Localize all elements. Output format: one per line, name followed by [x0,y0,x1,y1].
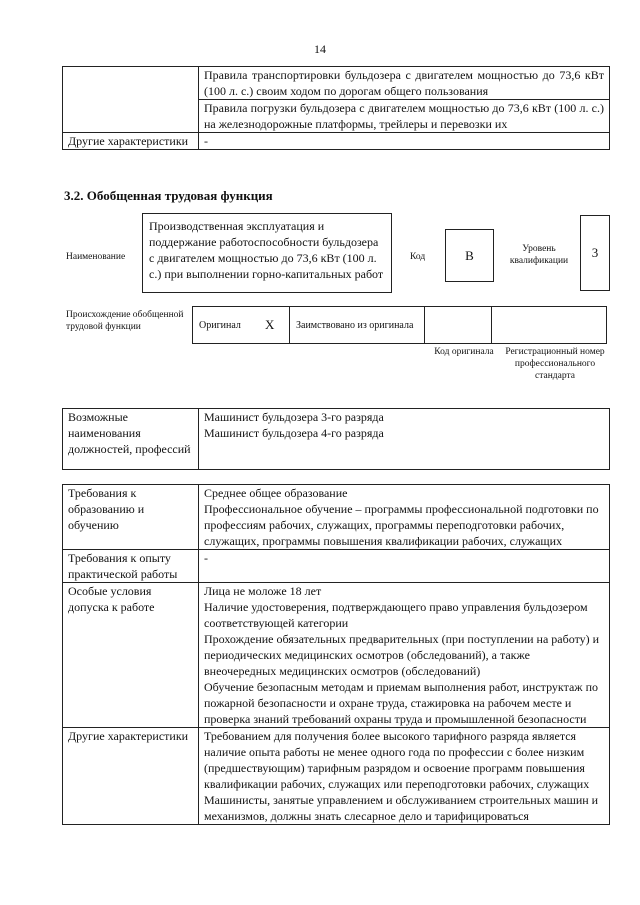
table-cell-text: Правила погрузки бульдозера с двигателем мощностью до 73,6 кВт (100 л. с.) на железнодорожные платформы, трейлеры и перевозки их [199,100,610,133]
level-label: Уровень квалификации [509,244,569,266]
requirement-line: - [204,551,208,565]
reg-number-cell [492,307,607,344]
requirement-label: Требования к опыту практической работы [63,550,199,583]
table-row [63,583,610,728]
top-table [62,66,610,150]
requirement-line: Наличие удостоверения, подтверждающего право управления бульдозером соответствующей категории [204,600,588,630]
positions-values [199,409,610,470]
requirement-label: Другие характеристики [63,728,199,825]
table-row [63,67,610,100]
code-value: B [445,229,494,282]
table-row [63,485,610,550]
function-name-box: Производственная эксплуатация и поддержание работоспособности бульдозера с двигателем мощностью до 73,6 кВт (100 л. с.) при выполнении горно-капитальных работ [142,213,392,293]
table-cell-text: Правила транспортировки бульдозера с двигателем мощностью до 73,6 кВт (100 л. с.) своим ходом по дорогам общего пользования [199,67,610,100]
requirement-text [199,583,610,728]
table-cell-label [63,67,199,133]
requirement-label: Особые условия допуска к работе [63,583,199,728]
requirement-text [199,728,610,825]
table-row [63,133,610,150]
positions-table [62,408,610,470]
requirement-line: Машинисты, занятые управлением и обслуживанием строительных машин и механизмов, должны знать слесарное дело и тарифицироваться [204,793,599,823]
position-item: Машинист бульдозера 4-го разряда [204,426,384,440]
original-label: Оригинал [193,307,260,344]
original-mark: X [259,307,290,344]
requirement-line: Обучение безопасным методам и приемам выполнения работ, инструктаж по пожарной безопасности и охране труда, стажировка на рабочем месте и проверка знаний требований охраны труда и промышленной безопасности [204,680,599,726]
table-cell-label: Другие характеристики [63,133,199,150]
position-item: Машинист бульдозера 3-го разряда [204,410,384,424]
requirement-line: Профессиональное обучение – программы профессиональной подготовки по профессиям рабочих, служащих, программы переподготовки рабочих, служащих, программы повышения квалификации рабочих, служащих [204,502,599,548]
code-label: Код [410,252,426,262]
requirement-line: Требованием для получения более высокого тарифного разряда является наличие опыта работы не менее одного года по профессии с более низким (предшествующим) тарифным разрядом и освоение программ повышения квалификации рабочих, служащих или переподготовки рабочих, служащих [204,729,590,791]
table-cell-text: - [199,133,610,150]
origin-table [192,306,607,344]
origin-label: Происхождение обобщенной трудовой функции [66,310,184,332]
requirements-table [62,484,610,825]
table-row [63,550,610,583]
borrowed-label: Заимствовано из оригинала [290,307,425,344]
table-row [63,409,610,470]
code-original-caption: Код оригинала [434,347,494,357]
requirement-text [199,550,610,583]
positions-label: Возможные наименования должностей, профессий [63,409,199,470]
requirement-line: Прохождение обязательных предварительных (при поступлении на работу) и периодических медицинских осмотров (обследований), а также внеочередных медицинских осмотров (обследований) [204,632,600,678]
name-label: Наименование [66,252,126,262]
requirement-line: Среднее общее образование [204,486,348,500]
table-row [63,728,610,825]
requirement-line: Лица не моложе 18 лет [204,584,322,598]
requirement-label: Требования к образованию и обучению [63,485,199,550]
section-heading: 3.2. Обобщенная трудовая функция [64,188,273,203]
page-number: 14 [314,42,326,56]
table-row [193,307,607,344]
requirement-text [199,485,610,550]
code-original-cell [425,307,492,344]
level-value: 3 [580,215,610,291]
reg-number-caption: Регистрационный номер профессионального стандарта [505,347,605,381]
